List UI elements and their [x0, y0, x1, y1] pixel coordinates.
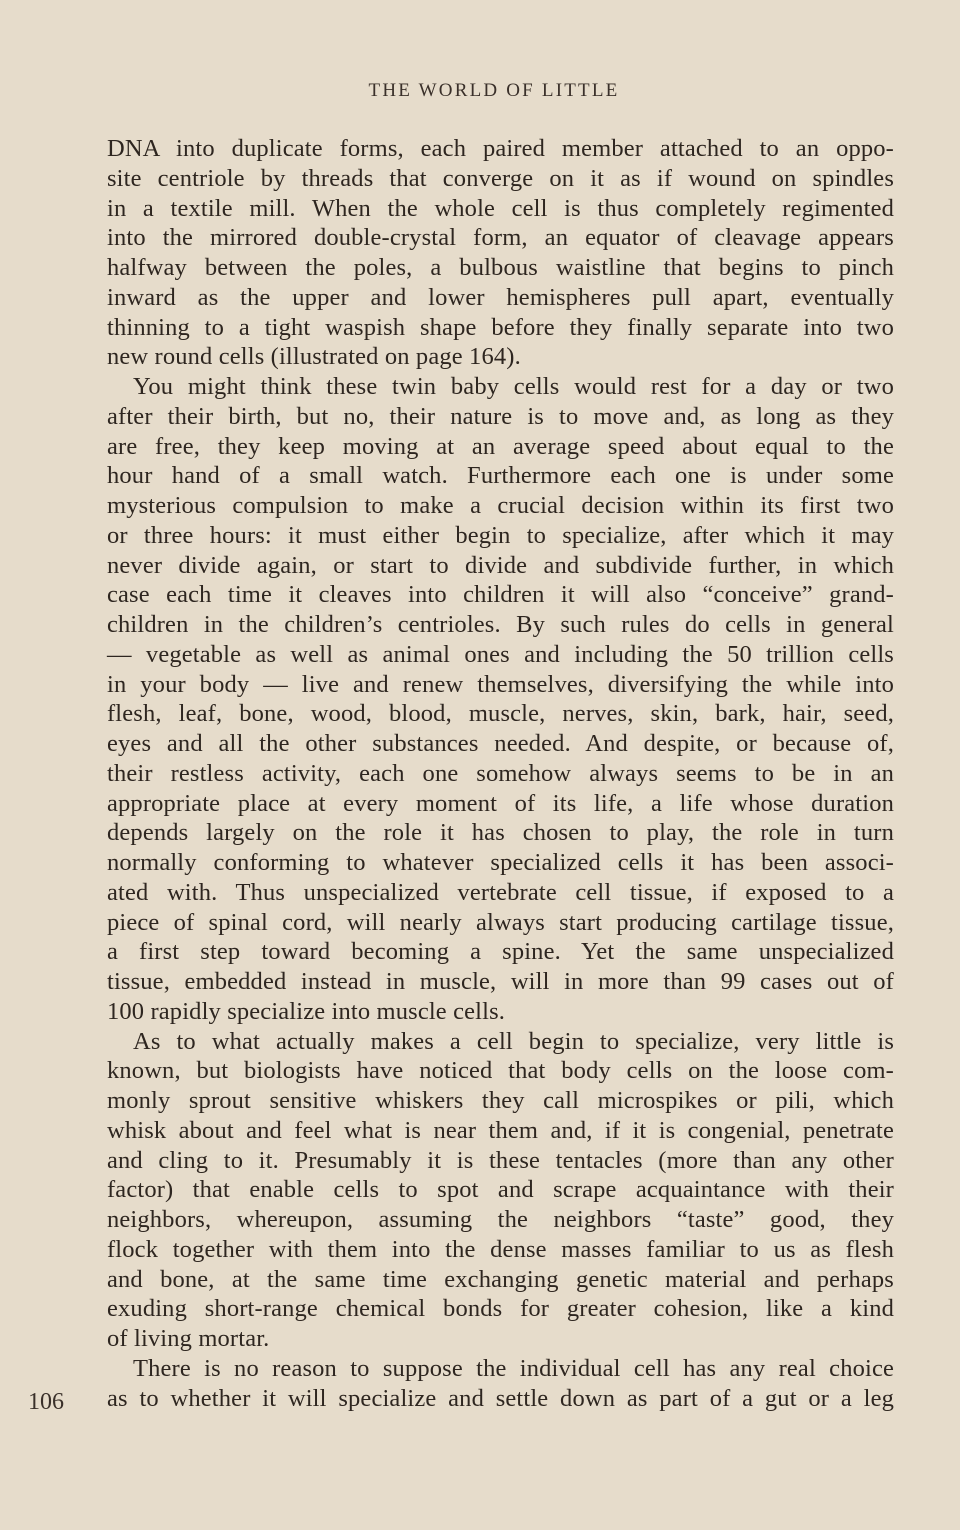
text-line: into the mirrored double-crystal form, an equator of cleavage appears: [107, 224, 894, 252]
text-line: are free, they keep moving at an average speed about equal to the: [107, 432, 894, 460]
text-line: new round cells (illustrated on page 164).: [107, 343, 521, 371]
text-line: ated with. Thus unspecialized vertebrate cell tissue, if exposed to a: [107, 878, 894, 906]
text-line: monly sprout sensitive whiskers they call microspikes or pili, which: [107, 1087, 894, 1114]
text-line: halfway between the poles, a bulbous waistline that begins to pinch: [107, 254, 894, 281]
text-line: never divide again, or start to divide and subdivide further, in which: [107, 551, 894, 579]
text-line: — vegetable as well as animal ones and including the 50 trillion cells: [107, 640, 894, 668]
text-line: mysterious compulsion to make a crucial decision within its first two: [107, 492, 894, 519]
text-line: or three hours: it must either begin to specialize, after which it may: [107, 521, 894, 549]
text-line: children in the children’s centrioles. By such rules do cells in general: [107, 611, 894, 638]
text-line: and bone, at the same time exchanging genetic material and perhaps: [107, 1265, 894, 1293]
text-line: inward as the upper and lower hemispheres pull apart, eventually: [107, 283, 894, 311]
text-line: neighbors, whereupon, assuming the neighbors “taste” good, they: [107, 1206, 894, 1233]
body-text: [107, 134, 894, 1413]
text-line: site centriole by threads that converge on it as if wound on spindles: [107, 164, 894, 192]
text-line: You might think these twin baby cells would rest for a day or two: [133, 373, 894, 400]
text-line: in a textile mill. When the whole cell is thus completely regimented: [107, 194, 894, 222]
text-line: after their birth, but no, their nature is to move and, as long as they: [107, 402, 894, 430]
running-head: THE WORLD OF LITTLE: [368, 80, 620, 101]
text-line: There is no reason to suppose the individual cell has any real choice: [133, 1354, 894, 1382]
text-line: known, but biologists have noticed that body cells on the loose com-: [107, 1057, 894, 1085]
text-line: As to what actually makes a cell begin to specialize, very little is: [133, 1027, 894, 1055]
text-line: exuding short-range chemical bonds for greater cohesion, like a kind: [107, 1295, 894, 1323]
text-line: flock together with them into the dense masses familiar to us as flesh: [107, 1235, 894, 1263]
text-line: DNA into duplicate forms, each paired member attached to an oppo-: [107, 135, 894, 162]
page-number: 106: [28, 1389, 64, 1415]
text-line: hour hand of a small watch. Furthermore each one is under some: [107, 462, 894, 490]
text-line: in your body — live and renew themselves, diversifying the while into: [107, 670, 894, 698]
text-line: piece of spinal cord, will nearly always start producing cartilage tissue,: [107, 908, 894, 936]
text-line: and cling to it. Presumably it is these tentacles (more than any other: [107, 1146, 894, 1174]
text-line: their restless activity, each one somehow always seems to be in an: [107, 759, 894, 787]
text-line: factor) that enable cells to spot and scrape acquaintance with their: [107, 1176, 894, 1204]
text-line: 100 rapidly specialize into muscle cells.: [107, 997, 506, 1025]
text-line: tissue, embedded instead in muscle, will in more than 99 cases out of: [107, 968, 894, 995]
text-line: depends largely on the role it has chosen to play, the role in turn: [107, 819, 894, 847]
text-line: as to whether it will specialize and settle down as part of a gut or a leg: [107, 1384, 894, 1412]
text-line: normally conforming to whatever specialized cells it has been associ-: [107, 849, 894, 876]
text-line: of living mortar.: [107, 1325, 270, 1352]
text-line: a first step toward becoming a spine. Yet the same unspecialized: [107, 938, 894, 966]
text-line: thinning to a tight waspish shape before they finally separate into two: [107, 313, 894, 341]
text-line: whisk about and feel what is near them and, if it is congenial, penetrate: [107, 1116, 894, 1144]
text-line: case each time it cleaves into children it will also “conceive” grand-: [107, 581, 894, 609]
text-line: flesh, leaf, bone, wood, blood, muscle, nerves, skin, bark, hair, seed,: [107, 700, 894, 728]
text-line: eyes and all the other substances needed. And despite, or because of,: [107, 730, 894, 757]
text-line: appropriate place at every moment of its life, a life whose duration: [107, 789, 894, 817]
